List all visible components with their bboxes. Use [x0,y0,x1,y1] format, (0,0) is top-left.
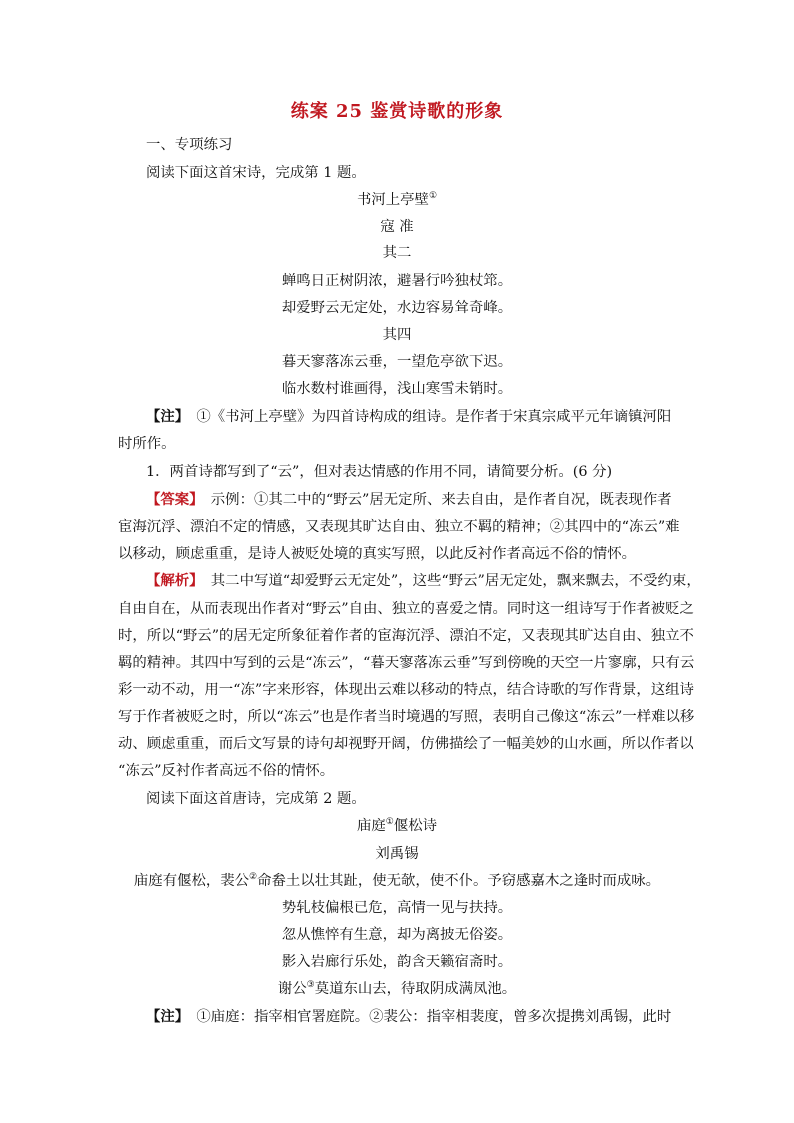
section-heading: 一、专项练习 [146,137,233,153]
poem1-line: 却爱野云无定处，水边容易耸奇峰。 [281,300,513,316]
footnote-marker: ① [385,817,394,828]
note2: 【注】 ①庙庭：指宰相官署庭院。②裴公：指宰相裴度，曾多次提携刘禹锡，此时 [146,1008,672,1025]
note-label: 【注】 [146,408,182,425]
poem1-part2-heading: 其四 [382,327,412,343]
analysis-cont: “冻云”反衬作者高远不俗的情怀。 [118,763,335,779]
footnote-marker: ③ [306,980,315,991]
intro-question-2: 阅读下面这首唐诗，完成第 2 题。 [146,791,366,807]
poem1-author: 寇 准 [380,219,414,235]
note1: 【注】 ①《书河上亭壁》为四首诗构成的组诗。是作者于宋真宗咸平元年谪镇河阳 [146,408,672,425]
note-label: 【注】 [146,1008,182,1025]
footnote-marker: ② [249,872,258,883]
answer-cont: 以移动，顾虑重重，是诗人被贬处境的真实写照，以此反衬作者高远不俗的情怀。 [118,546,637,562]
poem1-line: 临水数村谁画得，浅山寒雪未销时。 [281,381,513,397]
answer-label: 【答案】 [146,491,197,508]
intro-question-1: 阅读下面这首宋诗，完成第 1 题。 [146,165,366,181]
page-title: 练案 25 鉴赏诗歌的形象 [290,101,504,122]
analysis-label: 【解析】 [146,572,197,589]
analysis-cont: 自由自在，从而表现出作者对“野云”自由、独立的喜爱之情。同时这一组诗写于作者被贬之 [118,601,694,617]
poem2-line: 影入岩廊行乐处，韵含天籁宿斋时。 [281,954,513,970]
poem2-author: 刘禹锡 [375,846,419,862]
poem1-line: 暮天寥落冻云垂，一望危亭欲下迟。 [281,354,513,370]
answer: 【答案】 示例：①其二中的“野云”居无定所、来去自由，是作者自况，既表现作者 [146,491,672,508]
analysis-cont: 羁的精神。其四中写到的云是“冻云”，“暮天寥落冻云垂”写到傍晚的天空一片寥廓，只有云 [118,655,695,671]
footnote-marker: ① [428,191,438,202]
poem2-line: 谢公③莫道东山去，待取阴成满凤池。 [277,980,517,997]
poem1-title: 书河上亭壁① [356,191,438,208]
analysis-cont: 动、顾虑重重，而后文写景的诗句却视野开阔，仿佛描绘了一幅美妙的山水画，所以作者以 [118,736,694,752]
poem1-line: 蝉鸣日正树阴浓，避暑行吟独杖筇。 [281,273,513,289]
answer-cont: 宦海沉浮、漂泊不定的情感，又表现其旷达自由、独立不羁的精神；②其四中的“冻云”难 [118,519,680,535]
poem2-title: 庙庭①偃松诗 [356,817,438,834]
poem2-line: 忽从憔悴有生意，却为离披无俗姿。 [281,927,513,943]
question-1: 1．两首诗都写到了“云”，但对表达情感的作用不同，请简要分析。(6 分) [146,464,613,480]
poem1-part1-heading: 其二 [382,245,412,261]
note1-cont: 时所作。 [118,436,176,452]
analysis-cont: 彩一动不动，用一“冻”字来形容，体现出云难以移动的特点，结合诗歌的写作背景，这组诗 [118,682,694,698]
analysis: 【解析】 其二中写道“却爱野云无定处”，这些“野云”居无定处，飘来飘去，不受约束， [146,572,701,589]
poem2-preface: 庙庭有偃松，裴公②命畚土以壮其趾，使无欹，使不仆。予窃感嘉木之逢时而成咏。 [133,872,661,889]
poem2-line: 势轧枝偏根已危，高情一见与扶持。 [281,900,513,916]
analysis-cont: 写于作者被贬之时，所以“冻云”也是作者当时境遇的写照，表明自己像这“冻云”一样难以移 [118,709,695,725]
analysis-cont: 时，所以“野云”的居无定所象征着作者的宦海沉浮、漂泊不定，又表现其旷达自由、独立不 [118,628,694,644]
